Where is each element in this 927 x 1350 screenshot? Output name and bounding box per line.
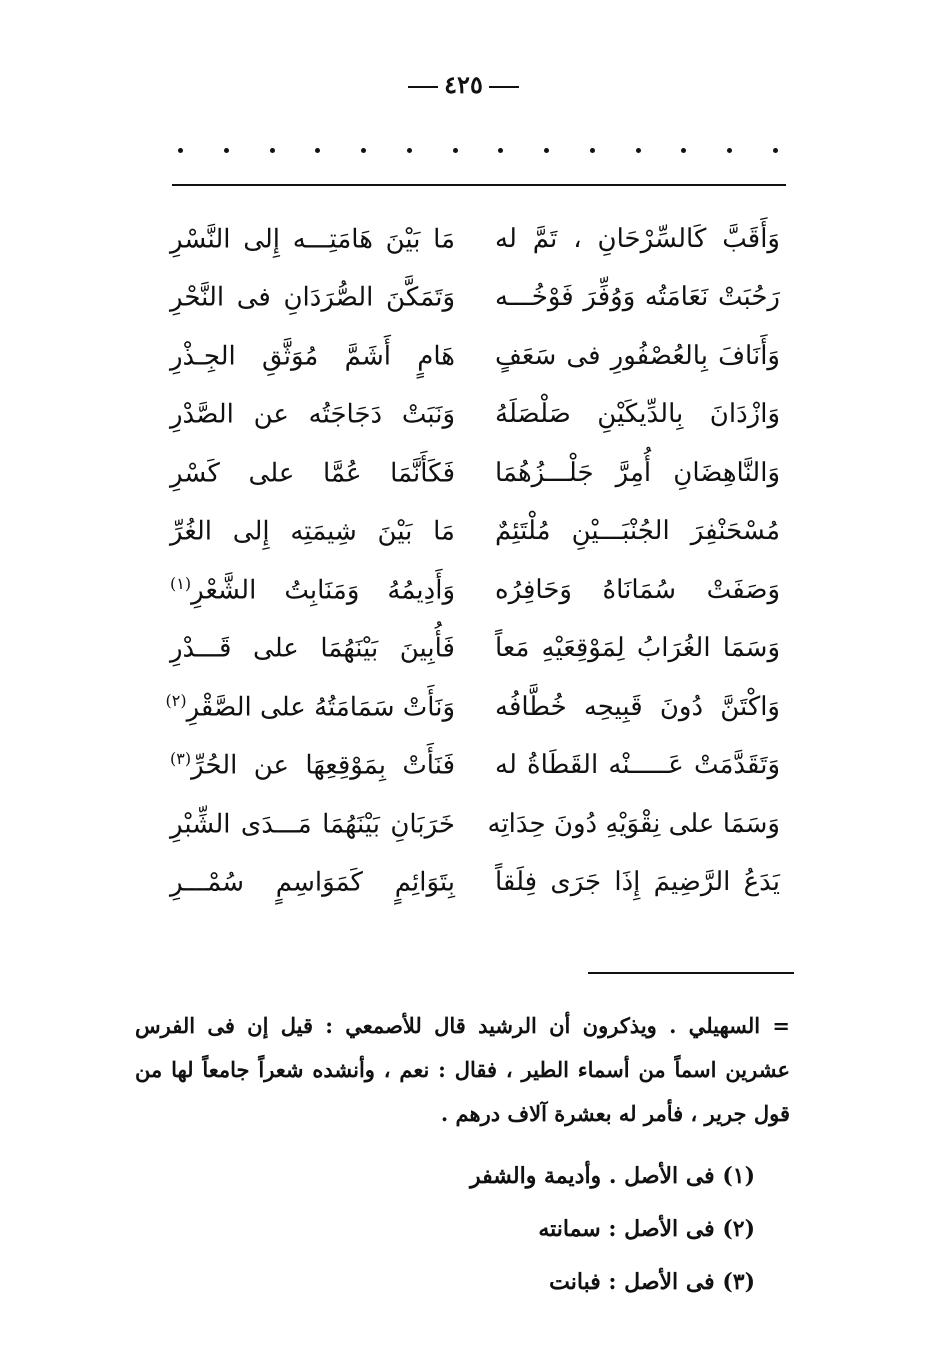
footnote-marker: (٣) [170,749,192,769]
verse-second-hemistich [170,574,455,607]
verse-first-hemistich: وَسَمَا الغُرَابُ لِمَوْقِعَيْهِ مَعاً [495,633,780,664]
verse-second-hemistich [170,808,455,841]
verse [170,854,780,913]
verse-second-hemistich-text: خَرَبَانِ بَيْنَهُمَا مَـــدَى الشِّبْرِ [170,809,455,840]
verse [170,561,780,620]
verse-second-hemistich-text: فَكَأَنَّمَا عُمَّا على كَسْرِ [170,458,455,489]
verse-second-hemistich-text: فَنَأَتْ بِمَوْقِعِهَا عن الحُرِّ [191,750,455,781]
verse-first-hemistich: وَأَقَبَّ كَالسِّرْحَانِ ، تَمَّ له [495,223,780,254]
footnote-marker: (٢) [165,690,187,710]
verse-first-hemistich: مُسْحَنْفِرَ الجُنْبَـــيْنِ مُلْتَئِمٌ [495,516,780,547]
verse-second-hemistich-text: هَامٍ أَشَمَّ مُوَثَّقِ الجِـذْرِ [170,341,455,372]
verse-first-hemistich: وَاكْتَنَّ دُونَ قَبِيحِه خُطَّافُه [495,691,780,722]
ornament-dot [361,148,366,153]
verse-second-hemistich [170,866,455,899]
verse-first-hemistich: وَازْدَانَ بِالدِّيكَيْنِ صَلْصَلَهُ [495,399,780,430]
verse-first-hemistich: يَدَعُ الرَّضِيمَ إِذَا جَرَى فِلَقاً [495,867,780,898]
verse [170,795,780,854]
verse-first-hemistich: وَسَمَا على نِقْوَيْهِ دُونَ حِدَاتِه [487,808,780,839]
ornament-dot [407,148,412,153]
verse-second-hemistich [170,749,455,782]
verse-first-hemistich: وَصَفَتْ سُمَانَاهُ وَحَافِرُه [495,574,780,605]
verse-second-hemistich-text: مَا بَيْنَ هَامَتِـــه إِلى النَّسْرِ [170,224,455,255]
verse-second-hemistich [170,515,455,548]
verse-second-hemistich [170,398,455,431]
ornament-dot [453,148,458,153]
verse [170,210,780,269]
ornament-dot [544,148,549,153]
verse-second-hemistich-text: وَنَأَتْ سَمَامَتُهُ على الصَّقْرِ [186,692,455,723]
verse-second-hemistich [165,690,455,724]
ornament-dot [315,148,320,153]
verse [170,327,780,386]
verse-second-hemistich [170,632,455,665]
ornament-dot [224,148,229,153]
verse-first-hemistich: وَتَقَدَّمَتْ عَـــــنْه القَطَاةُ له [495,750,780,781]
ornament-dot [773,148,778,153]
ornament-dot [636,148,641,153]
verse [170,386,780,445]
verse [170,269,780,328]
verse-second-hemistich [170,457,455,490]
page-number [0,70,927,99]
ornament-dot [498,148,503,153]
ornament-dot [727,148,732,153]
footnote: (٢) فى الأصل : سمانته [538,1216,755,1242]
verse-second-hemistich [170,340,455,373]
footnote: (١) فى الأصل . وأديمة والشفر [470,1163,755,1189]
footnote-rule [588,972,794,974]
footnote-marker: (١) [170,573,192,593]
footnote: (٣) فى الأصل : فبانت [549,1269,755,1295]
page-number-dash-right [489,86,519,88]
verse [170,620,780,679]
verse [170,503,780,562]
verse-second-hemistich-text: مَا بَيْنَ شِيمَتِه إِلى الغُرِّ [170,516,455,547]
dotted-ornament [178,148,778,153]
ornament-dot [178,148,183,153]
verse-first-hemistich: وَالنَّاهِضَانِ أُمِرَّ جَلْـــزُهُمَا [495,457,780,488]
verse [170,444,780,503]
verse-second-hemistich [170,281,455,314]
verse-second-hemistich-text: وَأَدِيمُهُ وَمَنَابِتُ الشَّعْرِ [191,575,455,606]
commentary-paragraph: = السهيلي . ويذكرون أن الرشيد قال للأصمعي : قيل إن فى الفرس عشرين اسماً من أسماء الطير ، فقال : نعم ، وأنشده شعراً جامعاً لها من قول جرير ، فأمر له بعشرة آلاف درهم . [135,1013,790,1126]
verse [165,678,780,737]
verse-first-hemistich: رَحُبَتْ نَعَامَتُه وَوُفِّرَ فَوْخُـــه [495,282,780,313]
poem [165,210,780,912]
ornament-dot [270,148,275,153]
page-number-text: ٤٢٥ [444,70,483,99]
verse-second-hemistich-text: وَتَمَكَّنَ الصُّرَدَانِ فى النَّحْرِ [170,282,455,313]
ornament-dot [681,148,686,153]
ornament-dot [590,148,595,153]
verse-second-hemistich [170,223,455,256]
verse-second-hemistich-text: وَنَبَتْ دَجَاجَتُه عن الصَّدْرِ [170,399,455,430]
verse-first-hemistich: وَأَنَافَ بِالعُصْفُورِ فى سَعَفٍ [495,340,780,371]
header-rule [172,184,786,186]
verse-second-hemistich-text: بِتَوَائِمٍ كَمَوَاسِمٍ سُمْـــرِ [170,867,455,898]
footnotes [300,1150,755,1309]
verse-second-hemistich-text: فَأُبِينَ بَيْنَهُمَا على قَـــدْرِ [170,633,455,664]
verse [170,737,780,796]
page-number-dash-left [408,86,438,88]
